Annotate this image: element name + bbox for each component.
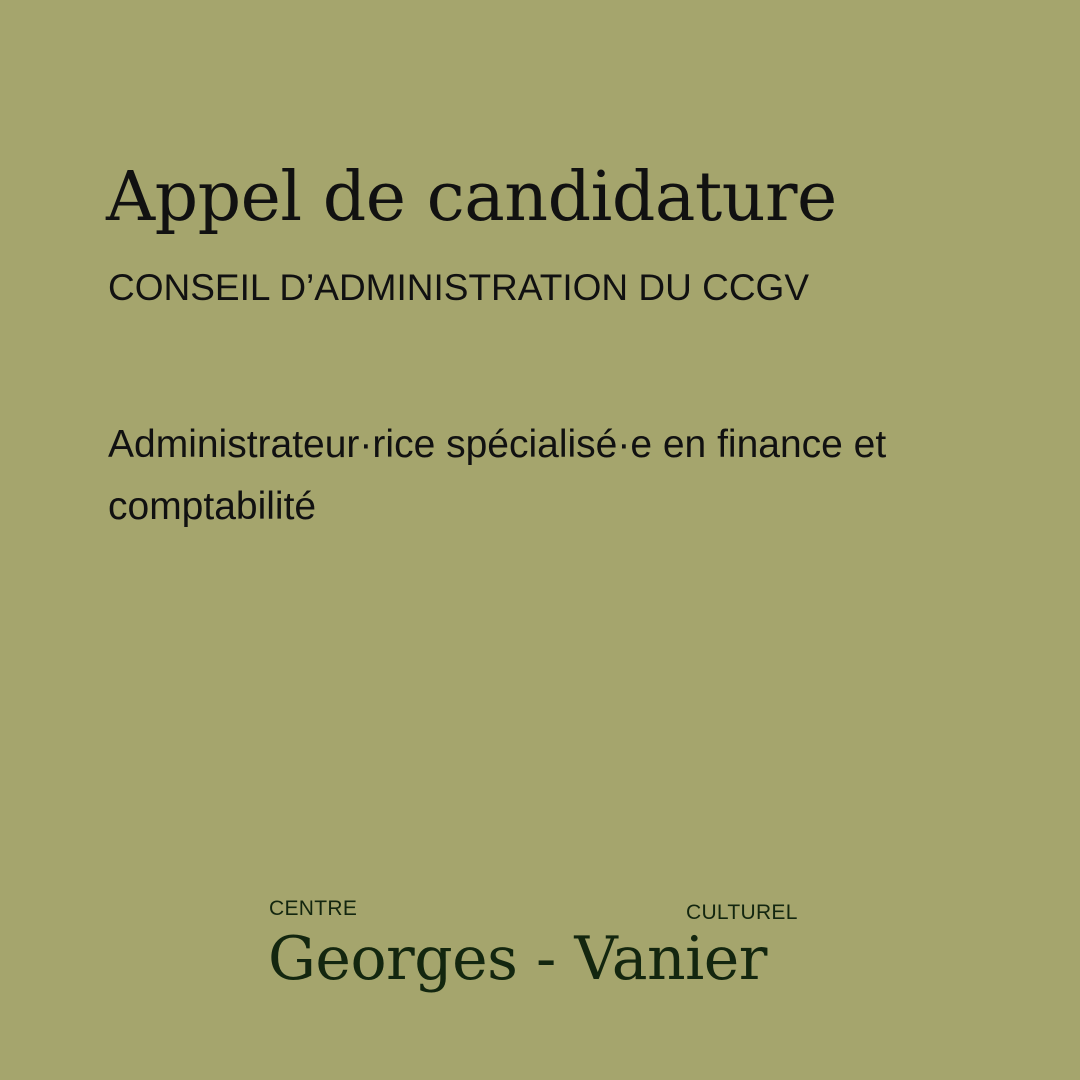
logo-wordmark: Georges - Vanier [268,924,767,994]
page-subtitle: CONSEIL D’ADMINISTRATION DU CCGV [108,267,809,308]
organization-logo [268,895,828,1005]
logo-top-right-text: CULTUREL [686,901,798,924]
page-title: Appel de candidature [106,158,837,237]
logo-top-left-text: CENTRE [269,897,358,920]
role-description: Administrateur·rice spécialisé·e en finance et comptabilité [108,423,887,528]
